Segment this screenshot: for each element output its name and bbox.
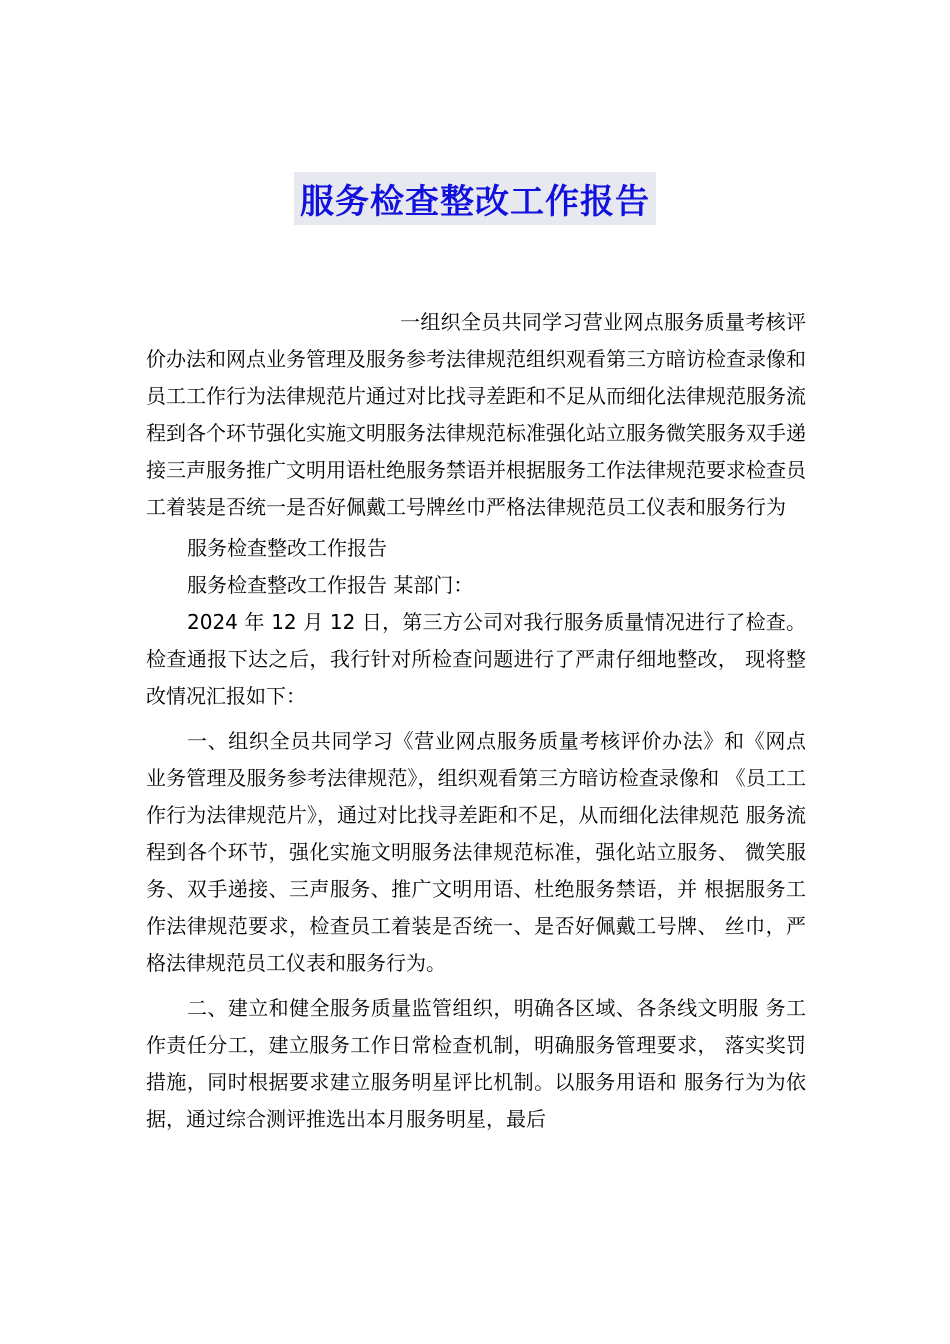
paragraph-intro: 2024 年 12 月 12 日，第三方公司对我行服务质量情况进行了检查。检查通报下达之后，我行针对所检查问题进行了严肃仔细地整改， 现将整改情况汇报如下： [146, 610, 806, 708]
title-container [0, 172, 950, 225]
document-body [146, 304, 806, 1138]
paragraph-section-1: 一、组织全员共同学习《营业网点服务质量考核评价办法》和《网点业务管理及服务参考法律规范》，组织观看第三方暗访检查录像和 《员工工作行为法律规范片》，通过对比找寻差距和不足，从而细化法律规范 服务流程到各个环节，强化实施文明服务法律规范标准，强化站立服务、 微笑服务、双手递接、三声服务、推广文明用语、杜绝服务禁语，并 根据服务工作法律规范要求，检查员工着装是否统一、是否好佩戴工号牌、 丝巾，严格法律规范员工仪表和服务行为。 [146, 729, 806, 975]
paragraph-summary: 一组织全员共同学习营业网点服务质量考核评价办法和网点业务管理及服务参考法律规范组织观看第三方暗访检查录像和员工工作行为法律规范片通过对比找寻差距和不足从而细化法律规范服务流程到各个环节强化实施文明服务法律规范标准强化站立服务微笑服务双手递接三声服务推广文明用语杜绝服务禁语并根据服务工作法律规范要求检查员工着装是否统一是否好佩戴工号牌丝巾严格法律规范员工仪表和服务行为 [146, 310, 806, 519]
paragraph-subtitle: 服务检查整改工作报告 [187, 536, 387, 560]
paragraph-addressee: 服务检查整改工作报告 某部门： [187, 573, 474, 597]
document-title: 服务检查整改工作报告 [294, 172, 656, 225]
paragraph-section-2: 二、建立和健全服务质量监管组织，明确各区域、各条线文明服 务工作责任分工，建立服务工作日常检查机制，明确服务管理要求， 落实奖罚措施，同时根据要求建立服务明星评比机制。以服务用语和 服务行为为依据，通过综合测评推选出本月服务明星，最后 [146, 996, 806, 1131]
